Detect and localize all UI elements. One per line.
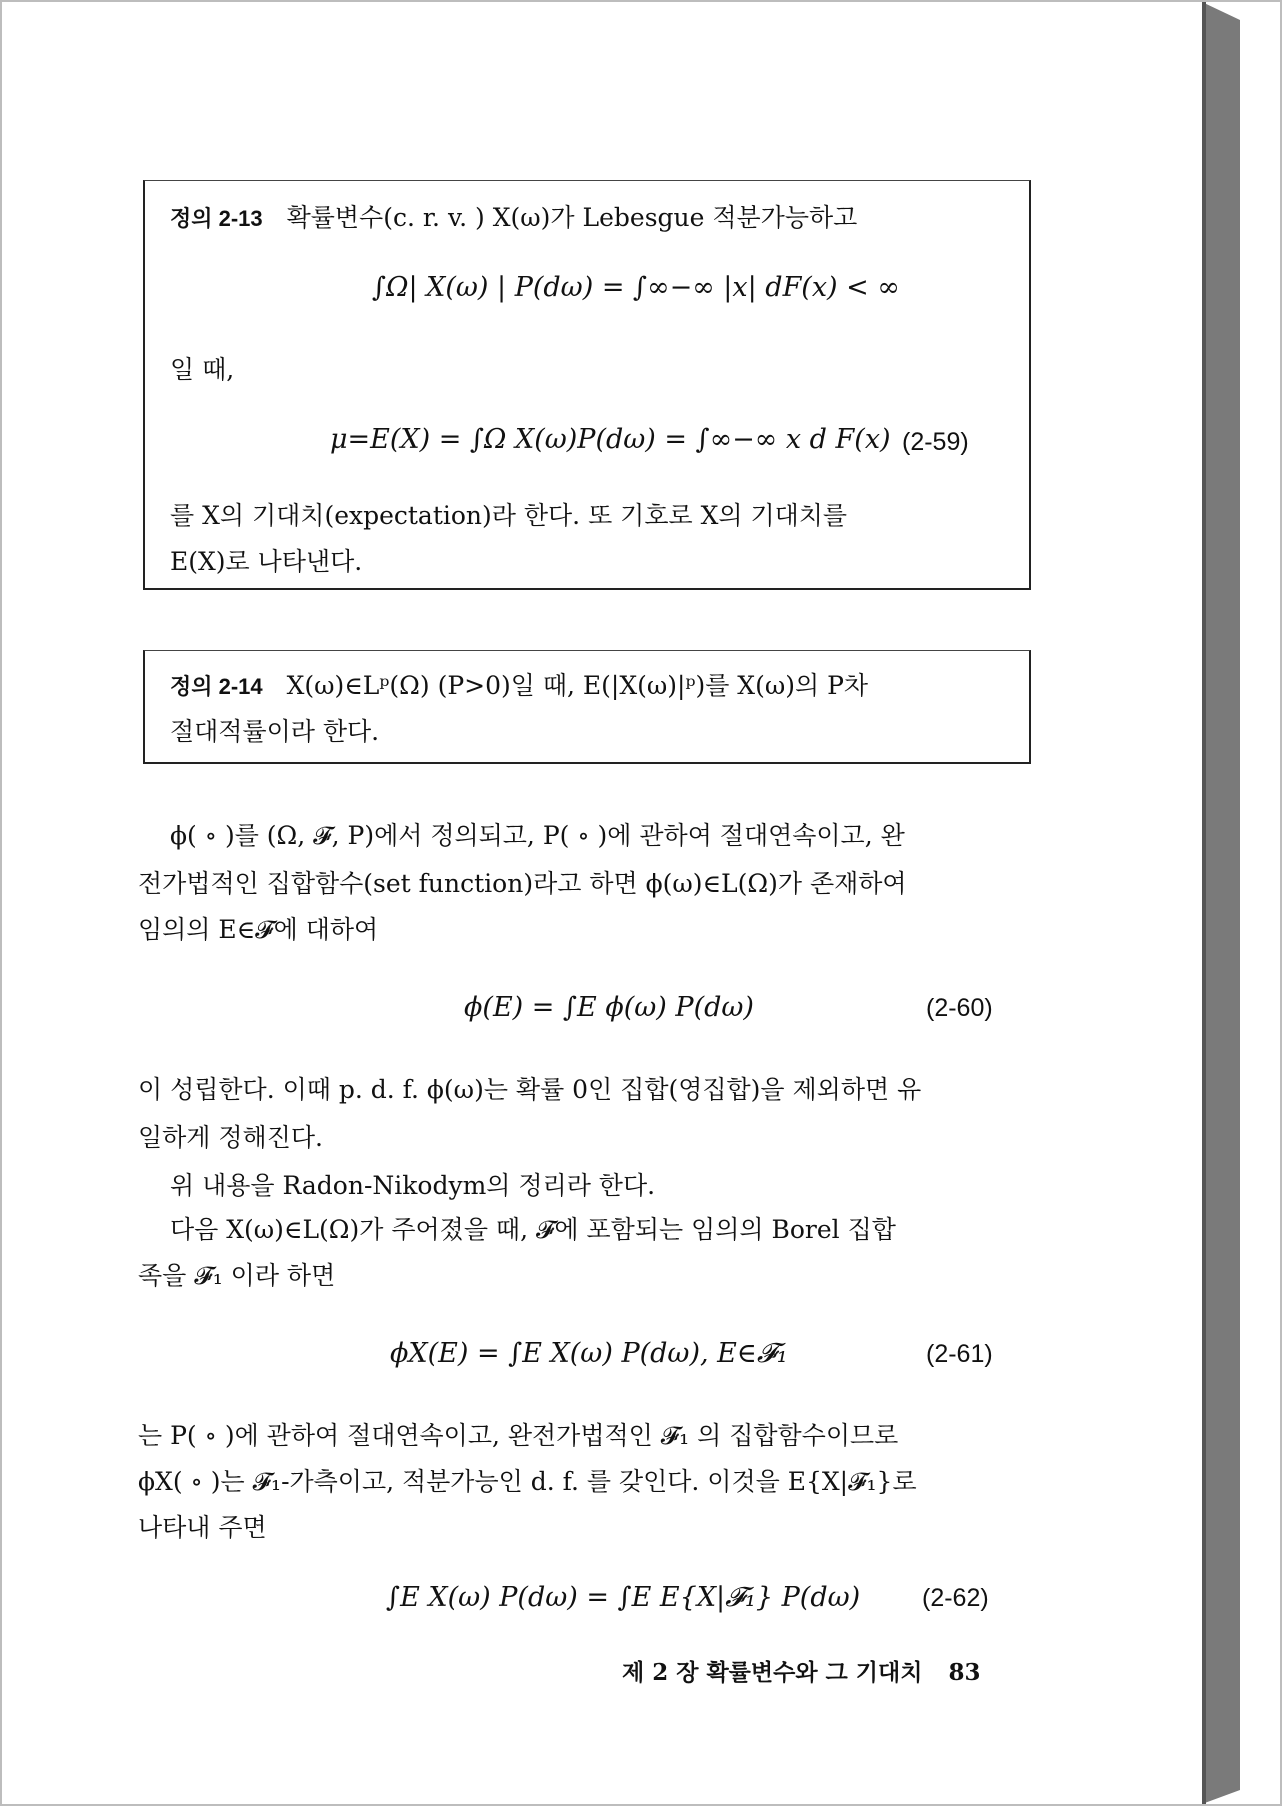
paragraph-2-line-2: 일하게 정해진다. (138, 1123, 323, 1152)
footer-chapter: 제 2 장 확률변수와 그 기대치 (622, 1659, 923, 1686)
paragraph-5-line-3: 나타내 주면 (138, 1513, 267, 1542)
def-2-13-when: 일 때, (170, 355, 235, 384)
equation-2-62: ∫E X(ω) P(dω) = ∫E E{X|𝓕₁} P(dω) (386, 1582, 861, 1613)
paragraph-4-line-2: 족을 𝓕₁ 이라 하면 (138, 1261, 336, 1290)
paragraph-3: 위 내용을 Radon-Nikodym의 정리라 한다. (170, 1171, 656, 1200)
paragraph-1-line-3: 임의의 E∈𝓕에 대하여 (138, 915, 379, 944)
paragraph-2-line-1: 이 성립한다. 이때 p. d. f. ϕ(ω)는 확률 0인 집합(영집합)을 제외하면 유 (138, 1075, 922, 1104)
def-2-14-label: 정의 2-14 (170, 674, 263, 699)
paragraph-1-line-1: ϕ( ∘ )를 (Ω, 𝓕, P)에서 정의되고, P( ∘ )에 관하여 절대연속이고, 완 (170, 821, 905, 850)
def-2-13-intro-line (170, 202, 857, 235)
page-number: 83 (948, 1659, 981, 1686)
equation-number-2-59: (2-59) (902, 428, 969, 456)
equation-number-2-60: (2-60) (926, 994, 993, 1022)
def-2-13-label: 정의 2-13 (170, 206, 263, 231)
def-2-13-intro: 확률변수(c. r. v. ) X(ω)가 Lebesgue 적분가능하고 (286, 203, 858, 232)
page-footer (622, 1654, 980, 1687)
equation-2-61: ϕX(E) = ∫E X(ω) P(dω), E∈𝓕₁ (390, 1338, 788, 1369)
book-page (2, 2, 1200, 1802)
paragraph-5-line-2: ϕX( ∘ )는 𝓕₁-가측이고, 적분가능인 d. f. 를 갖인다. 이것을 E{X|𝓕₁}로 (138, 1467, 917, 1496)
def-2-14-line-1: X(ω)∈Lᵖ(Ω) (P>0)일 때, E(|X(ω)|ᵖ)를 X(ω)의 P차 (286, 671, 869, 700)
paragraph-4-line-1: 다음 X(ω)∈L(Ω)가 주어졌을 때, 𝓕에 포함되는 임의의 Borel 집합 (170, 1215, 896, 1244)
def-2-13-line-1: 를 X의 기대치(expectation)라 한다. 또 기호로 X의 기대치를 (170, 501, 848, 530)
def-2-14-line-2: 절대적률이라 한다. (170, 717, 380, 746)
def-2-13-line-2: E(X)로 나타낸다. (170, 547, 363, 576)
paragraph-1-line-2: 전가법적인 집합함수(set function)라고 하면 ϕ(ω)∈L(Ω)가 존재하여 (138, 869, 907, 898)
paragraph-5-line-1: 는 P( ∘ )에 관하여 절대연속이고, 완전가법적인 𝓕₁ 의 집합함수이므로 (138, 1421, 899, 1450)
def-2-13-equation-1: ∫Ω| X(ω) | P(dω) = ∫∞−∞ |x| dF(x) < ∞ (372, 272, 900, 303)
equation-2-60: ϕ(E) = ∫E ϕ(ω) P(dω) (464, 992, 754, 1023)
equation-number-2-61: (2-61) (926, 1340, 993, 1368)
def-2-13-equation-2: μ=E(X) = ∫Ω X(ω)P(dω) = ∫∞−∞ x d F(x) (330, 424, 891, 455)
equation-number-2-62: (2-62) (922, 1584, 989, 1612)
def-2-14-line-1-row (170, 670, 868, 703)
